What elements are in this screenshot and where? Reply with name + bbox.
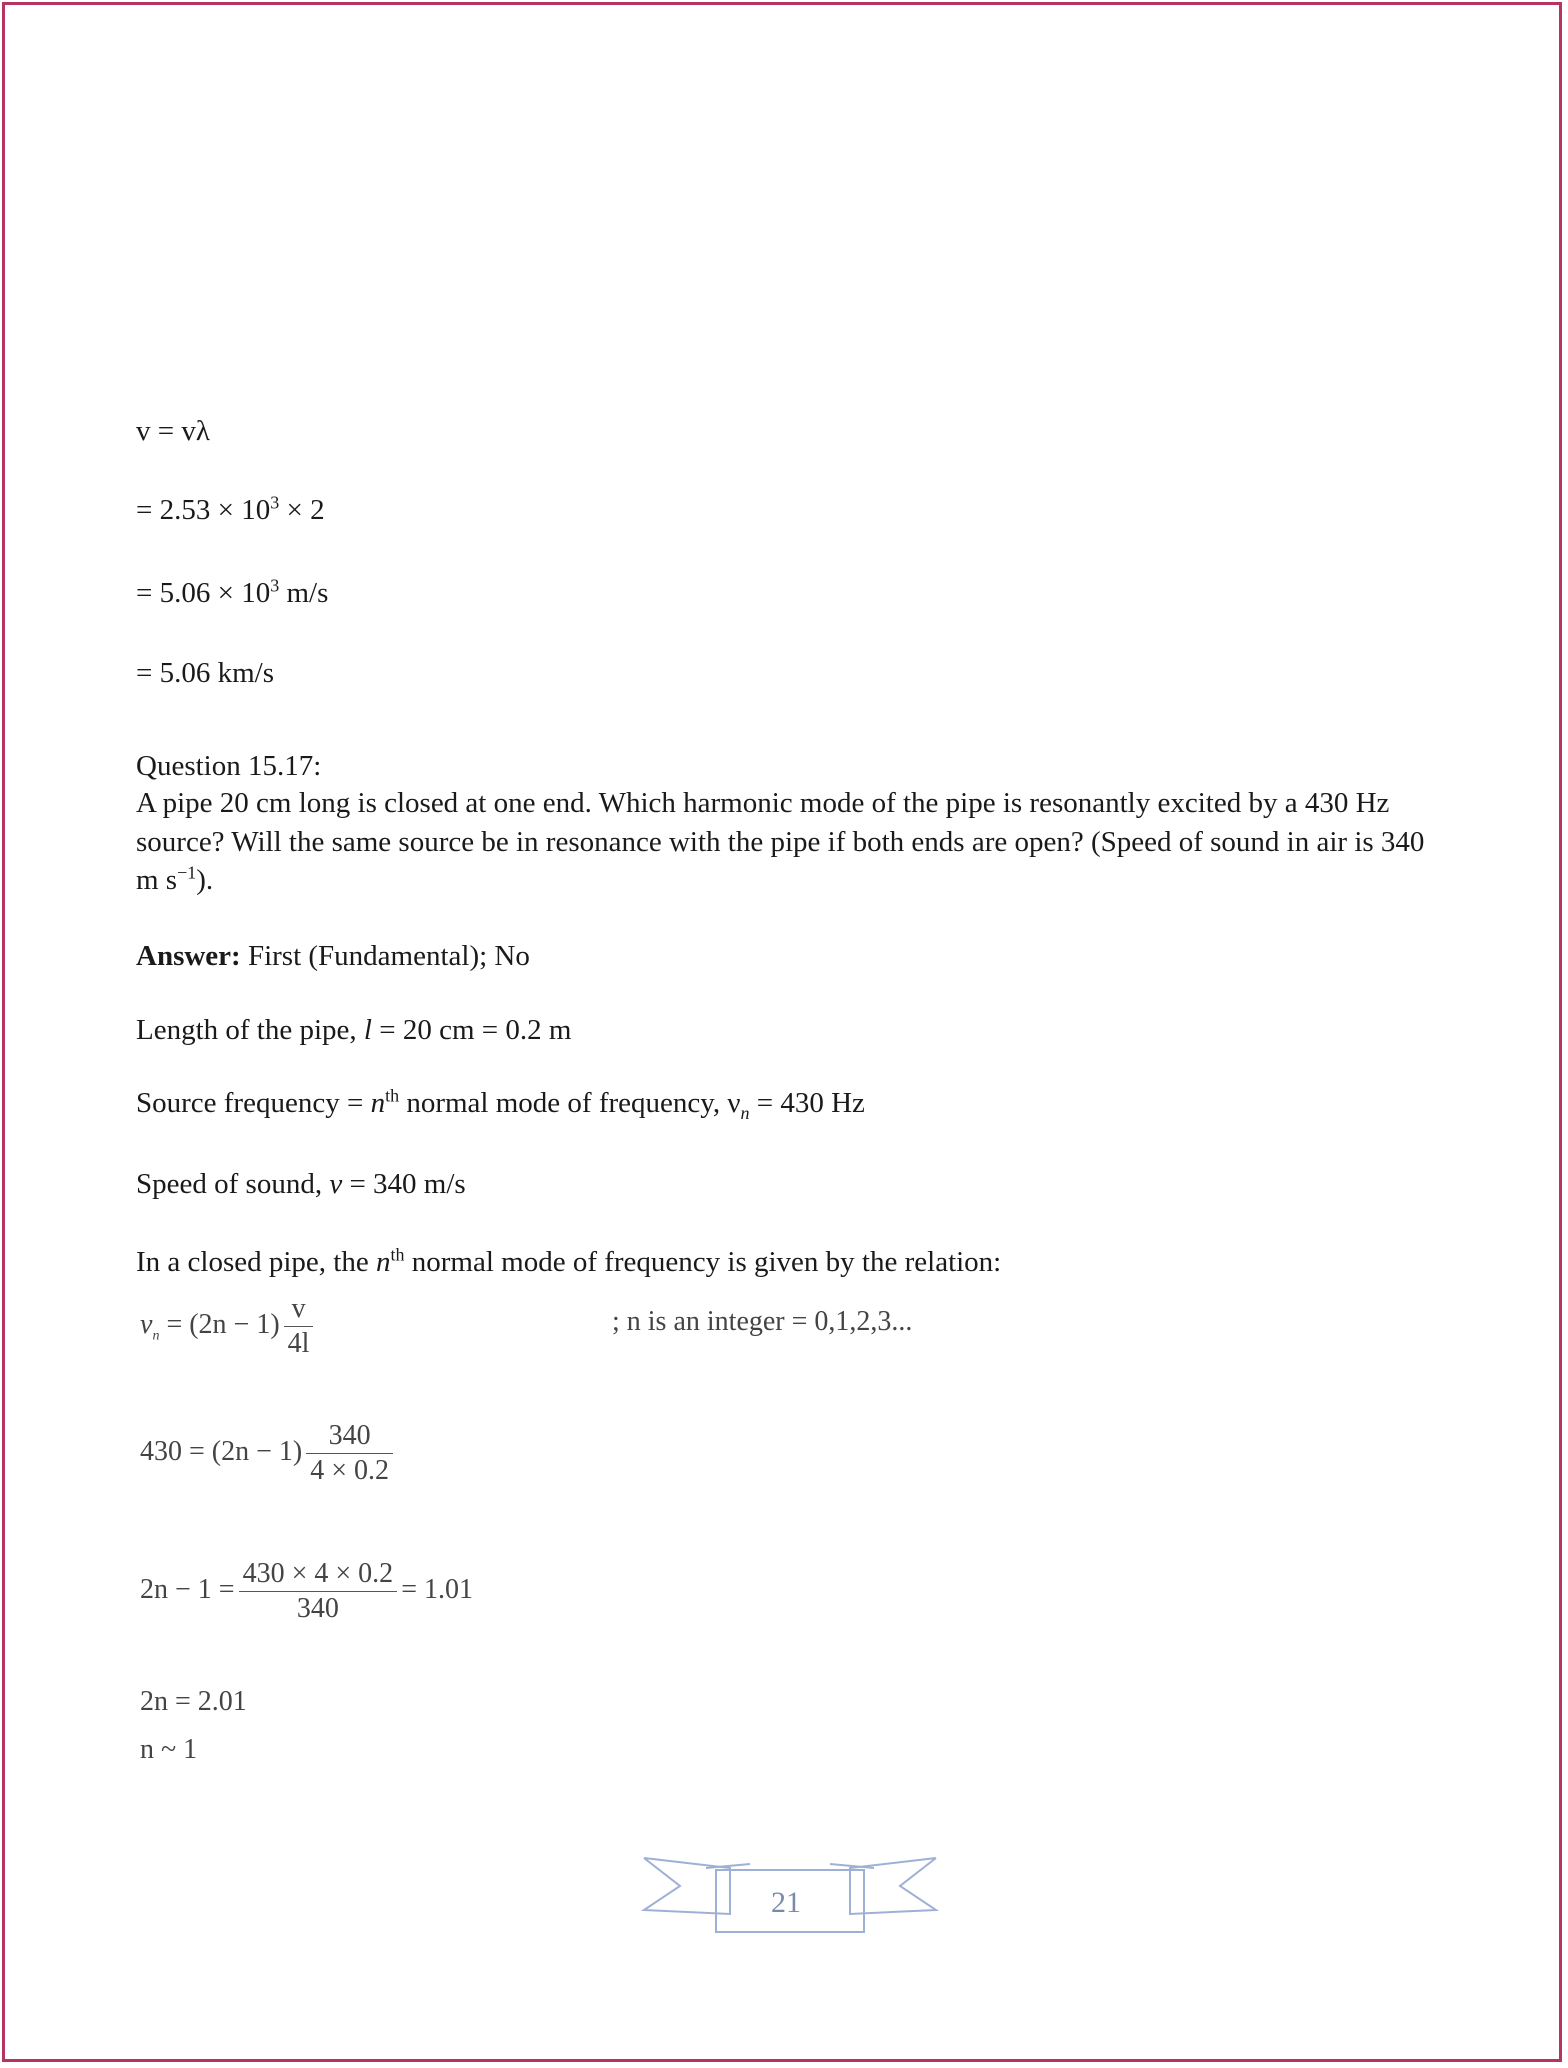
eq-closed-pipe: $\nu_n = (2n - 1)$ $\frac{v}{4l}$ [140, 1292, 317, 1361]
page-number: 21 [771, 1886, 801, 1919]
eq-velocity: v = vλ [136, 415, 210, 447]
question-title: Question 15.17: [136, 750, 322, 782]
pipe-length: Length of the pipe, l = 20 cm = 0.2 m [136, 1014, 572, 1046]
eq-step-1: = $2.53 \times 10^3 \times 2$ [136, 492, 325, 526]
eq-step-3: = 5.06 km/s [136, 657, 275, 689]
eq-substitution: 430 = (2n − 1) $\frac{340}{4 \times 0.2}$ [140, 1419, 397, 1488]
question-text: A pipe 20 cm long is closed at one end. Which harmonic mode of the pipe is resonantly excited by a 430 Hz source? Will the same source be in resonance with the pipe if both ends are open? (Speed of sound in air is 340 m $s^{-1}$). [136, 787, 1425, 896]
eq-integer-note: ; n is an integer = 0,1,2,3... [612, 1306, 913, 1337]
eq-step-2: = $5.06 \times 10^3$ m/s [136, 575, 329, 609]
speed-of-sound: Speed of sound, v = 340 m/s [136, 1168, 466, 1200]
eq-n: n ~ 1 [140, 1734, 198, 1765]
relation-intro: In a closed pipe, the $n^{th}$ normal mode of frequency is given by the relation: [136, 1244, 1002, 1278]
source-frequency: Source frequency = $n^{th}$ normal mode of frequency, $\nu_n = 430$ Hz [136, 1085, 865, 1123]
answer-line: Answer: First (Fundamental); No [136, 940, 530, 972]
eq-2n: 2n = 2.01 [140, 1686, 247, 1717]
eq-solve: 2n − 1 = $\frac{430 \times 4 \times 0.2}{340}$ = 1.01 [140, 1558, 473, 1624]
